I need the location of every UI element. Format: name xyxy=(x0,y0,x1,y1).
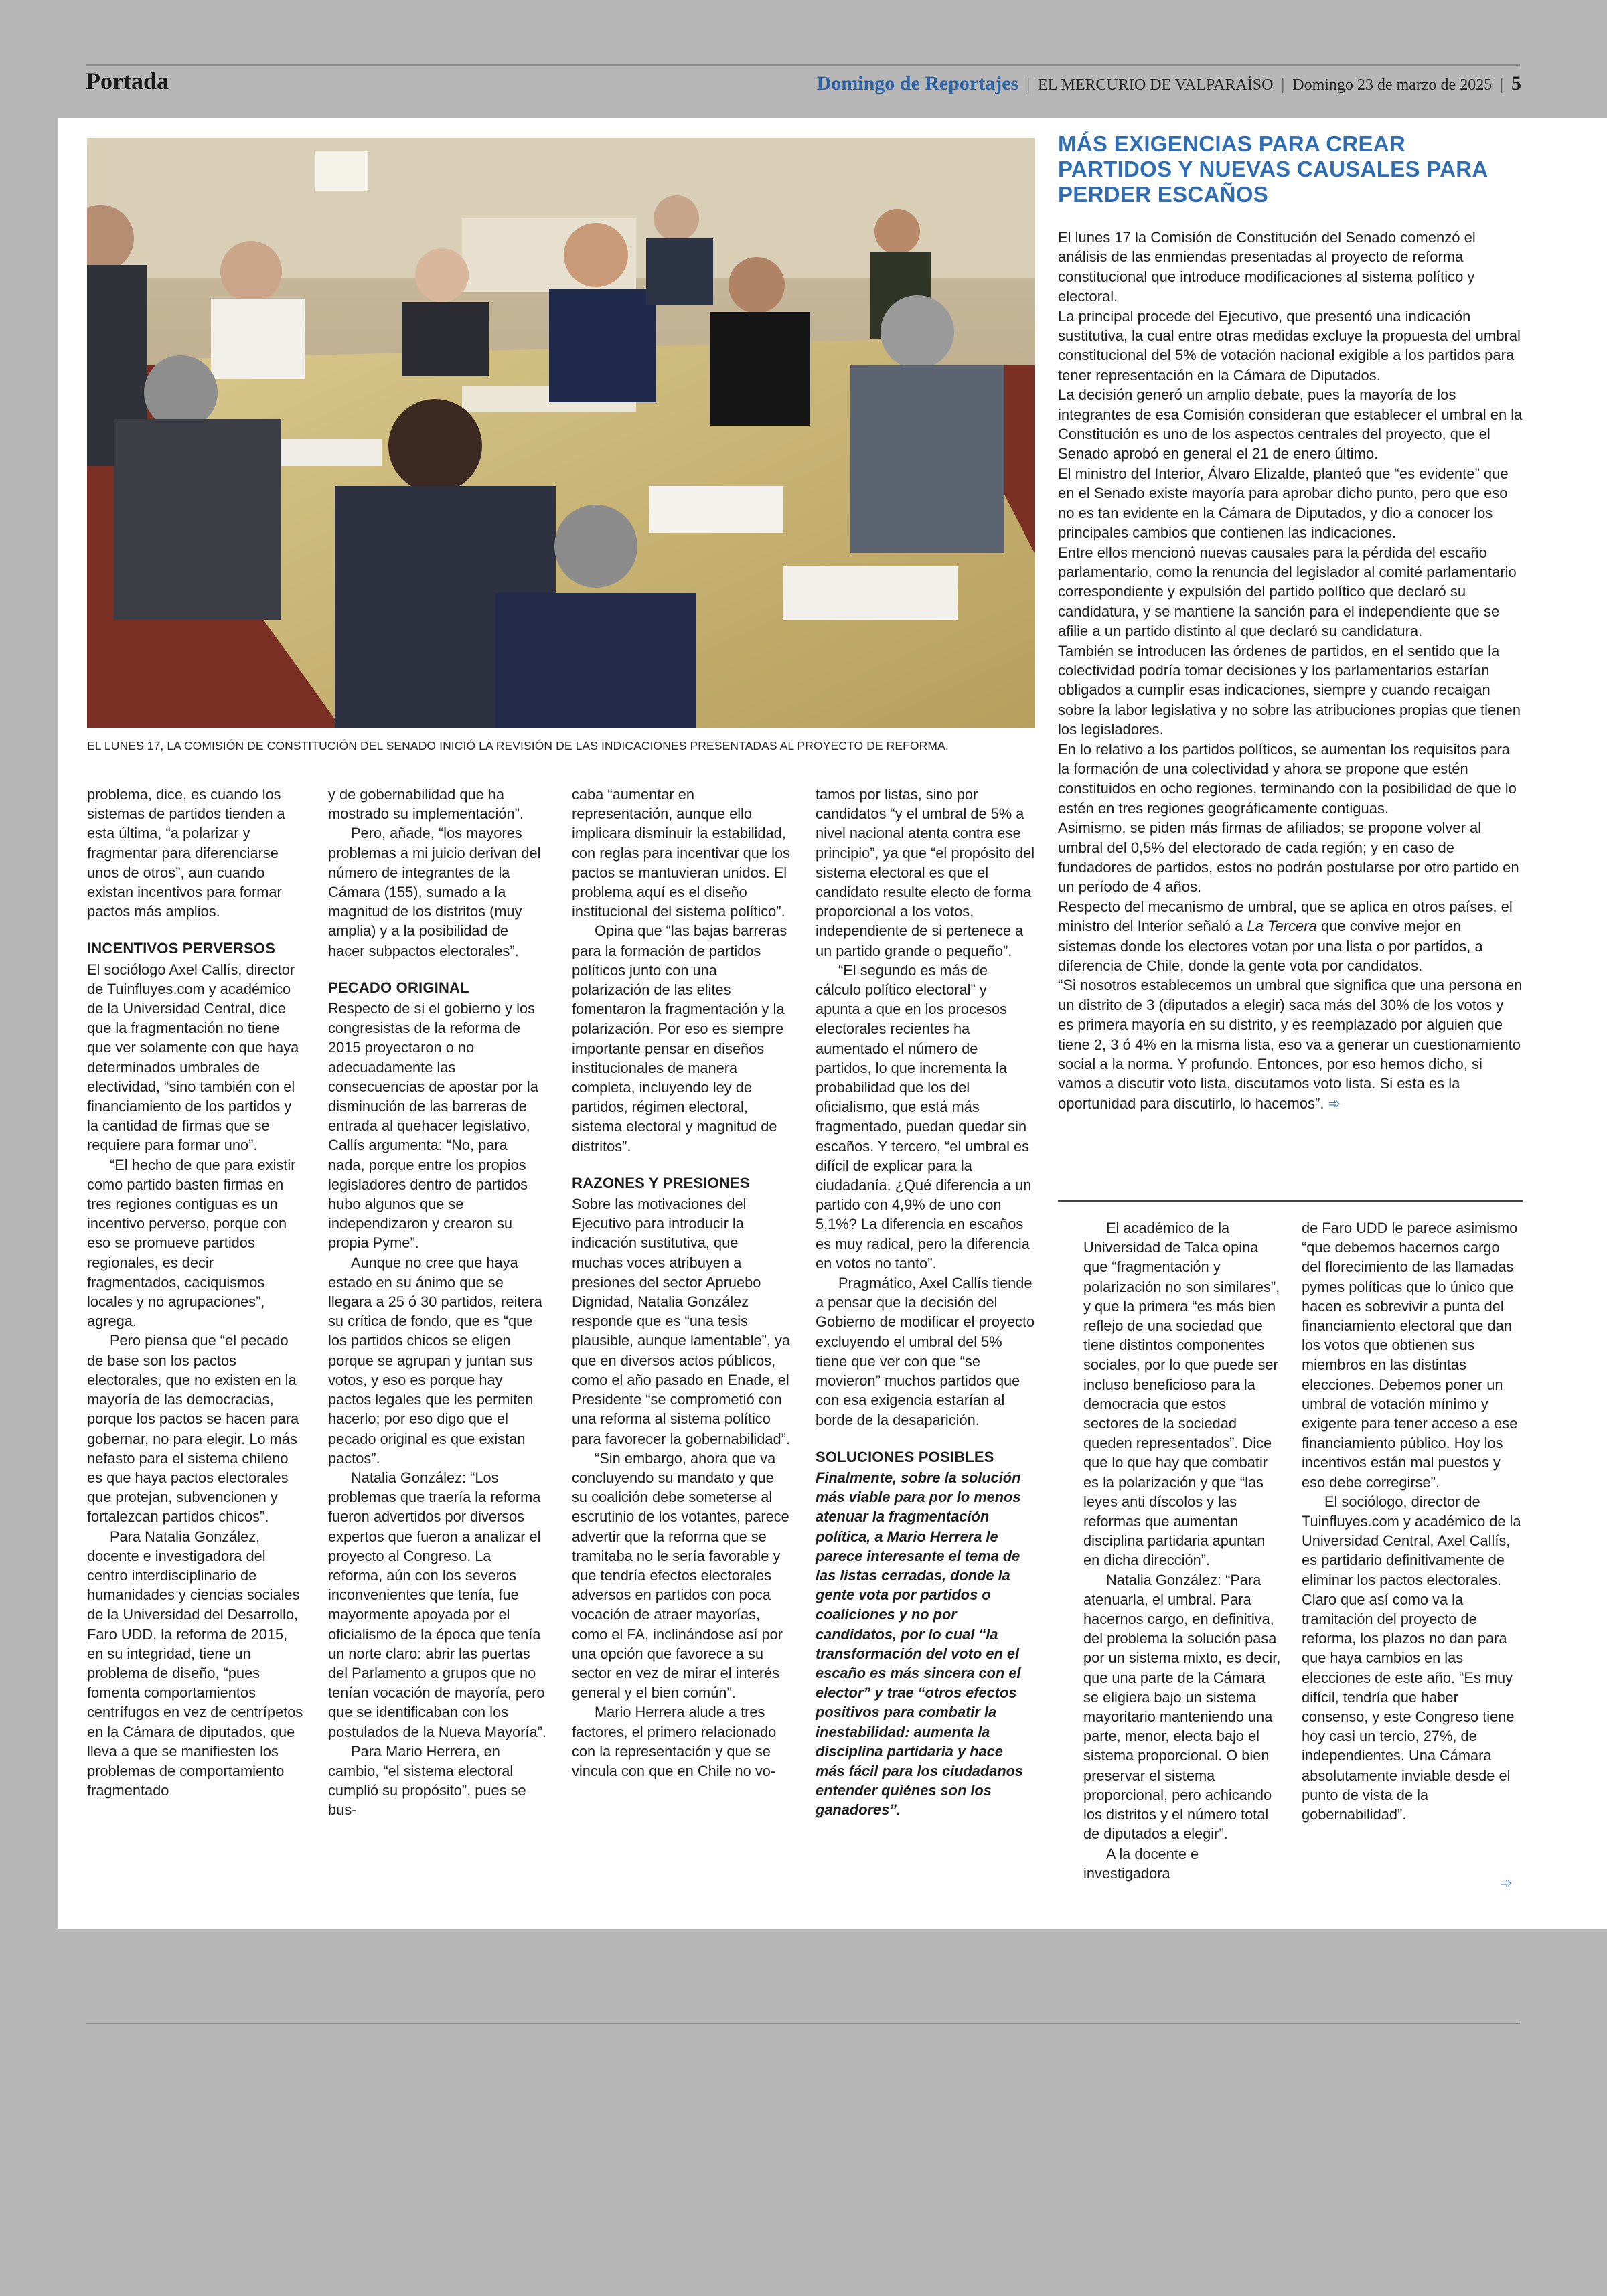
sidebar-box xyxy=(1058,131,1523,1113)
sidebar-paragraph: La principal procede del Ejecutivo, que presentó una indicación sustitutiva, la cual entre otras medidas excluye la propuesta del umbral constitucional del 5% de votación nacional exigible a los partidos para tener representación en la Cámara de Diputados. xyxy=(1058,307,1521,384)
sidebar-paragraph: El lunes 17 la Comisión de Constitución del Senado comenzó el análisis de las enmiendas presentadas al proyecto de reforma constitucional que introduce modificaciones al sistema político y electoral. xyxy=(1058,229,1476,305)
article-column-4 xyxy=(816,785,1035,1820)
sidebar-rule xyxy=(1058,1200,1523,1202)
paragraph: Mario Herrera alude a tres factores, el primero relacionado con la representación y que se vincula con que en Chile no vo- xyxy=(572,1704,777,1779)
continue-arrow-icon: ➾ xyxy=(1328,1094,1341,1112)
sidebar-paragraph: También se introducen las órdenes de partidos, en el sentido que la colectividad podría tomar decisiones y los parlamentarios estarían obligados a cumplir esas indicaciones, siempre y cuando recaigan sobre la labor legislativa y no sobre las atribuciones propias que tienen los legisladores. xyxy=(1058,642,1521,738)
paragraph: Para Mario Herrera, en cambio, “el sistema electoral cumplió su propósito”, pues se bus- xyxy=(328,1742,526,1819)
paragraph: Aunque no cree que haya estado en su ánimo que se llegara a 25 ó 30 partidos, reitera su crítica de fondo, que es “que los partidos chicos se eligen porque se agrupan y juntan sus votos, y eso es porque hay pactos legales que les permiten hacerlo; por eso digo que el pecado original es que existan pactos”. xyxy=(328,1254,542,1467)
subheading: INCENTIVOS PERVERSOS xyxy=(87,940,276,957)
header-brand: Domingo de Reportajes xyxy=(816,72,1019,94)
paragraph: tamos por listas, sino por candidatos “y el umbral de 5% a nivel nacional atenta contra ese principio”, ya que “el propósito del sistema electoral es que el candidato resulte electo de forma proporcional a los votos, independiente de si pertenece a un partido grande o pequeño”. xyxy=(816,786,1035,959)
paragraph: Para Natalia González, docente e investigadora del centro interdisciplinario de humanidades y ciencias sociales de la Universidad del Desarrollo, Faro UDD, la reforma de 2015, en su integridad, tiene un problema de diseño, “pues fomenta comportamientos centrífugos en vez de centrípetos en la Cámara de diputados, que lleva a que se manifiesten los problemas de comportamiento fragmentado xyxy=(87,1528,303,1799)
photo-caption: EL LUNES 17, LA COMISIÓN DE CONSTITUCIÓN DEL SENADO INICIÓ LA REVISIÓN DE LAS INDICACIONES PRESENTADAS AL PROYECTO DE REFORMA. xyxy=(87,739,949,752)
sidebar-paragraph xyxy=(1058,975,1523,1113)
paragraph: Pragmático, Axel Callís tiende a pensar que la decisión del Gobierno de modificar el proyecto excluyendo el umbral del 5% tiene que ver con que “se movieron” muchos partidos que con esa exigencia estarían al borde de la desaparición. xyxy=(816,1275,1035,1428)
subheading: RAZONES Y PRESIONES xyxy=(572,1174,750,1192)
subheading: PECADO ORIGINAL xyxy=(328,979,469,996)
header-newspaper: EL MERCURIO DE VALPARAÍSO xyxy=(1038,76,1274,94)
article-column-1 xyxy=(87,785,307,1800)
paragraph: “El hecho de que para existir como partido basten firmas en tres regiones contiguas es un incentivo perverso, porque con eso se promueve partidos regionales, es decir fragmentados, caciquismos locales y no agrupaciones”, agrega. xyxy=(87,1156,296,1330)
paragraph: Sobre las motivaciones del Ejecutivo para introducir la indicación sustitutiva, que muchas voces atribuyen a presiones del sector Apruebo Dignidad, Natalia González responde que es “una tesis plausible, aunque lamentable”, ya que en diversos actos públicos, como el año pasado en Enade, el Presidente “se comprometió con una reforma al sistema político para favorecer la gobernabilidad”. xyxy=(572,1196,790,1447)
page-header xyxy=(817,72,1521,95)
text-run: “Si nosotros establecemos un umbral que significa que una persona en un distrito de 3 (diputados a elegir) saca más del 30% de los votos y es primera mayoría en su distrito, y es reemplazado por alguien que tiene 2, 3 ó 4% en la misma lista, eso va a generar un cuestionamiento social a la norma. Y profundo. Entonces, por eso hemos dicho, si vamos a discutir voto lista, discutamos voto lista. Si esta es la oportunidad para discutirlo, lo hacemos”. xyxy=(1058,977,1523,1112)
text-run: que convive mejor en sistemas donde los electores votan por una lista o por partidos, a diferencia de Chile, donde la gente vota por candidatos. xyxy=(1058,918,1483,975)
header-separator: | xyxy=(1026,76,1030,94)
publication-name: La Tercera xyxy=(1247,918,1317,935)
paragraph: El académico de la Universidad de Talca opina que “fragmentación y polarización no son similares”, y que la primera “es más bien reflejo de una sociedad que tiene distintos componentes sociales, por lo que puede ser incluso beneficioso para la democracia que estos sectores de la sociedad queden representados”. Dice que lo que hay que combatir es la polarización y que “las leyes anti díscolos y las reformas que aumentan disciplina partidaria apuntan en dicha dirección”. xyxy=(1083,1220,1280,1569)
paragraph: Opina que “las bajas barreras para la formación de partidos políticos junto con una polarización de las elites fomentaron la fragmentación y la polarización. Por eso es siempre importante pensar en diseños institucionales de manera completa, incluyendo ley de partidos, régimen electoral, sistema electoral y magnitud de distritos”. xyxy=(572,922,787,1155)
paragraph: Natalia González: “Para atenuarla, el umbral. Para hacernos cargo, en definitiva, del problema la solución pasa por un sistema mixto, es decir, que una parte de la Cámara se eligiera bajo un sistema mayoritario manteniendo una parte, menor, electa bajo el sistema proporcional. O bien preservar el sistema proporcional, pero achicando los distritos y el número total de diputados a elegir”. xyxy=(1083,1571,1281,1843)
paragraph: El sociólogo Axel Callís, director de Tuinfluyes.com y académico de la Universidad Central, dice que la fragmentación no tiene que ver solamente con que haya determinados umbrales de electividad, “sino también con el financiamiento de los partidos y la cantidad de firmas que se requiere para formar uno”. xyxy=(87,961,299,1154)
text-run: Respecto del mecanismo de umbral, que se aplica en otros países, el ministro del Interior señaló a xyxy=(1058,898,1513,935)
sidebar-paragraph xyxy=(1058,897,1523,976)
sidebar-paragraph: Entre ellos mencionó nuevas causales para la pérdida del escaño parlamentario, como la renuncia del legislador al comité parlamentario correspondiente y expulsión del partido político que declaró su candidatura, y se mantiene la sanción para el independiente que se afilie a un partido distinto al que declaró su candidatura. xyxy=(1058,544,1517,640)
subheading: SOLUCIONES POSIBLES xyxy=(816,1448,994,1465)
paragraph: Natalia González: “Los problemas que traería la reforma fueron advertidos por diversos expertos que fueron a analizar el proyecto al Congreso. La reforma, aún con los severos inconvenientes que tenía, fue mayormente apoyada por el oficialismo de la época que tenía un norte claro: abrir las puertas del Parlamento a grupos que no tenían vocación de mayoría, pero que se identificaban con los postulados de la Nueva Mayoría”. xyxy=(328,1469,546,1740)
sidebar-title: MÁS EXIGENCIAS PARA CREAR PARTIDOS Y NUEVAS CAUSALES PARA PERDER ESCAÑOS xyxy=(1058,131,1488,207)
senate-commission-photo xyxy=(87,138,1035,728)
sidebar-paragraph: El ministro del Interior, Álvaro Elizalde, planteó que “es evidente” que en el Senado existe mayoría para aprobar dicho punto, pero que eso no es tan evidente en la Cámara de Diputados, y dio a conocer los principales cambios que contienen las indicaciones. xyxy=(1058,465,1509,542)
sidebar-paragraph: En lo relativo a los partidos políticos, se aumentan los requisitos para la formación de una colectividad y ahora se propone que estén constituidos en ocho regiones, terminando con la posibilidad de que lo estén en tres regiones geográficamente contiguas. xyxy=(1058,740,1517,817)
article-column-5 xyxy=(1083,1218,1282,1883)
footer-rule xyxy=(86,2023,1520,2024)
continue-arrow-icon: ➾ xyxy=(1500,1874,1513,1891)
sidebar-paragraph: La decisión generó un amplio debate, pues la mayoría de los integrantes de esa Comisión consideran que establecer el umbral en la Constitución es uno de los aspectos centrales del proyecto, que el Senado aprobó en general el 21 de enero último. xyxy=(1058,386,1523,463)
paragraph: Respecto de si el gobierno y los congresistas de la reforma de 2015 proyectaron o no adecuadamente las consecuencias de apostar por la disminución de las barreras de entrada al quehacer legislativo, Callís argumenta: “No, para nada, porque entre los propios legisladores dentro de partidos hubo algunos que se independizaron y crearon su propia Pyme”. xyxy=(328,1000,538,1252)
paragraph: y de gobernabilidad que ha mostrado su implementación”. xyxy=(328,786,524,823)
article-column-2 xyxy=(328,785,548,1820)
paragraph: A la docente e investigadora xyxy=(1083,1845,1199,1882)
article-column-3 xyxy=(572,785,791,1781)
header-separator: | xyxy=(1281,76,1285,94)
paragraph: El sociólogo, director de Tuinfluyes.com y académico de la Universidad Central, Axel Callís, es partidario definitivamente de eliminar los pactos electorales. Claro que así como va la tramitación del proyecto de reforma, los plazos no dan para que haya cambios en las elecciones de este año. “Es muy difícil, tendría que haber consenso, y este Congreso tiene hoy casi un tercio, 27%, de independientes. Una Cámara absolutamente inviable desde el punto de vista de la gobernabilidad”. xyxy=(1302,1493,1521,1823)
header-date: Domingo 23 de marzo de 2025 xyxy=(1292,76,1493,94)
paragraph: Pero, añade, “los mayores problemas a mi juicio derivan del número de integrantes de la Cámara (155), sumado a la magnitud de los distritos (muy amplia) y a la posibilidad de hacer subpactos electorales”. xyxy=(328,825,541,959)
paragraph: caba “aumentar en representación, aunque ello implicara disminuir la estabilidad, con reglas para incentivar que los pactos se mantuvieran unidos. El problema aquí es el diseño institucional del sistema político”. xyxy=(572,786,790,920)
section-title: Portada xyxy=(86,68,169,94)
paragraph: “El segundo es más de cálculo político electoral” y apunta a que en los procesos electorales recientes ha aumentado el número de partidos, lo que incrementa la probabilidad que los del oficialismo, que está más fragmentado, puedan quedar sin escaños. Y tercero, “el umbral es difícil de explicar para la ciudadanía. ¿Qué diferencia a un partido con 4,9% de uno con 5,1%? La diferencia en escaños es muy radical, pero la diferencia en votos no tanto”. xyxy=(816,961,1032,1272)
sidebar-paragraph: Asimismo, se piden más firmas de afiliados; se propone volver al umbral del 0,5% del electorado de cada región; y en caso de fundadores de partidos, estos no podrán postularse por otro partido en un período de 4 años. xyxy=(1058,819,1519,896)
header-separator: | xyxy=(1500,76,1503,94)
paragraph: “Sin embargo, ahora que va concluyendo su mandato y que su coalición debe someterse al escrutinio de los votantes, parece advertir que la reforma que se tramitaba no le sería favorable y que tendría efectos electorales adversos en partidos con poca vocación de atraer mayorías, como el FA, inclinándose así por una opción que favorece a su sector en vez de mirar el interés general y el bien común”. xyxy=(572,1449,789,1702)
news-photo xyxy=(87,138,1035,728)
paragraph: Pero piensa que “el pecado de base son los pactos electorales, que no existen en la mayoría de las democracias, porque los pactos se hacen para gobernar, no para elegir. Lo más nefasto para el sistema chileno es que haya pactos electorales que protejan, subvencionen y fortalezcan partidos chicos”. xyxy=(87,1332,299,1526)
article-column-6 xyxy=(1302,1218,1521,1824)
paragraph: de Faro UDD le parece asimismo “que debemos hacernos cargo del florecimiento de las llamadas pymes políticas que lo único que hacen es sobrevivir a punta del financiamiento electoral que dan los votos que obtienen sus miembros en las distintas elecciones. Debemos poner un umbral de votación mínimo y exigente para tener acceso a ese financiamiento público. Hoy los incentivos están mal puestos y eso debe corregirse”. xyxy=(1302,1220,1518,1491)
header-rule xyxy=(86,64,1520,66)
paragraph: Finalmente, sobre la solución más viable para por lo menos atenuar la fragmentación política, a Mario Herrera le parece interesante el tema de las listas cerradas, donde la gente vota por partidos o coaliciones y no por candidatos, por lo cual “la transformación del voto en el escaño es más sincera con el elector” y trae “otros efectos positivos para combatir la inestabilidad: aumenta la disciplina partidaria y hace más fácil para los ciudadanos entender quiénes son los ganadores”. xyxy=(816,1469,1024,1819)
page-number: 5 xyxy=(1511,72,1521,94)
paragraph: problema, dice, es cuando los sistemas de partidos tienden a esta última, “a polarizar y fragmentar para diferenciarse unos de otros”, aun cuando existan incentivos para formar pactos más amplios. xyxy=(87,786,285,920)
